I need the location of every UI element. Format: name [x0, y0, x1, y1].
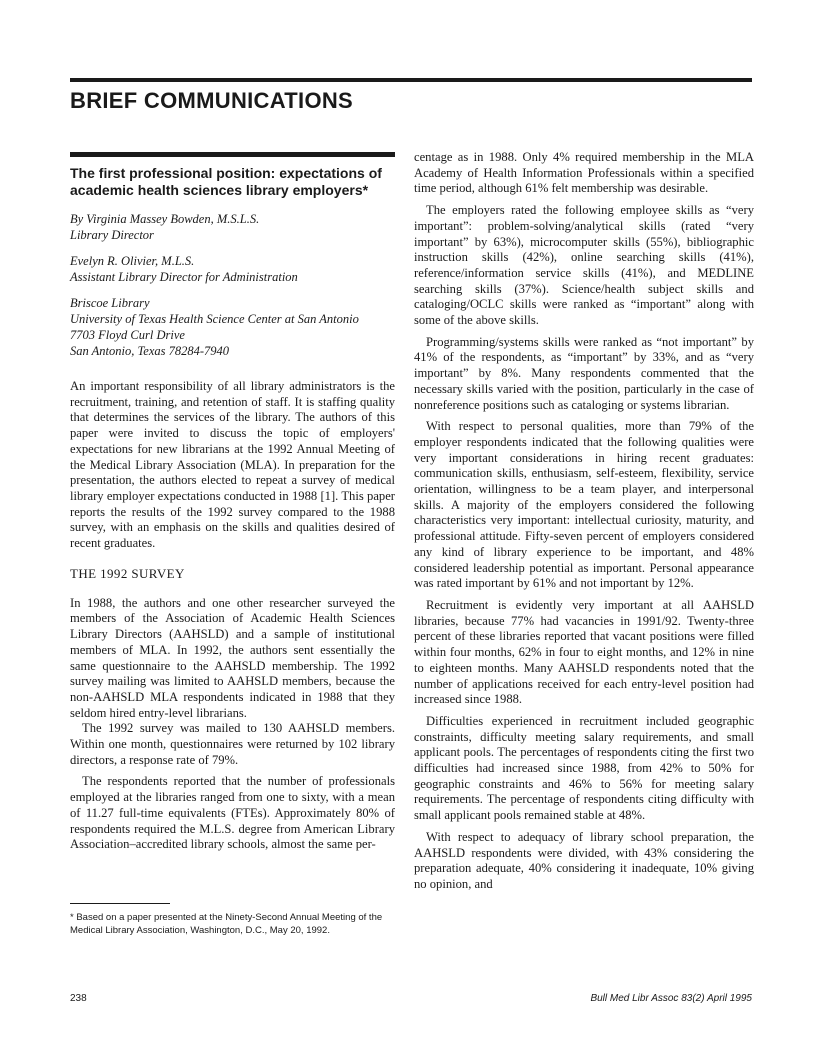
article-title: The first professional position: expectations of academic health sciences library employers* — [70, 165, 382, 198]
body-paragraph: The respondents reported that the number of professionals employed at the libraries ranged from one to sixty, with a mean of 11.27 full-time equivalents (FTEs). Approximately 80% of respondents required the M.L.S. degree from American Library Association–accredited library schools, almost the same per- — [70, 774, 395, 852]
page-number: 238 — [70, 993, 87, 1004]
body-paragraph: The 1992 survey was mailed to 130 AAHSLD members. Within one month, questionnaires were returned by 102 library directors, a response rate of 79%. — [70, 721, 395, 767]
top-rule — [70, 78, 752, 82]
author-1 — [70, 211, 395, 243]
author-name: Evelyn R. Olivier, M.L.S. — [70, 254, 195, 268]
body-paragraph: Difficulties experienced in recruitment included geographic constraints, difficulty meeting salary requirements, and small applicant pools. The percentages of respondents citing the first two difficulties had increased since 1988, from 42% to 50% for geographic constraints and 46% to 56% for meeting salary requirements. The percentage of respondents citing difficulty with small applicant pools remained stable at 48%. — [414, 713, 754, 823]
affiliation-line: University of Texas Health Science Center at San Antonio — [70, 312, 359, 326]
left-column — [70, 152, 395, 853]
body-paragraph: Recruitment is evidently very important at all AAHSLD libraries, because 77% had vacancies in 1991/92. Twenty-three percent of these libraries reported that vacant positions were filled within four months, 62% in four to eight months, and 12% in nine to eighteen months. Many AAHSLD respondents noted that the number of applications received for each entry-level position had increased since 1988. — [414, 597, 754, 707]
affiliation-line: Briscoe Library — [70, 296, 150, 310]
intro-paragraph: An important responsibility of all library administrators is the recruitment, training, and retention of staff. It is staffing quality that determines the services of the library. The authors of this paper were invited to discuss the topic of employers' expectations for new librarians at the 1992 Annual Meeting of the Medical Library Association (MLA). In preparation for the presentation, the authors elected to repeat a survey of medical library employer expectations conducted in 1988 [1]. This paper reports the results of the 1992 survey compared to the 1988 survey, with an emphasis on the skills and qualities desired of recent graduates. — [70, 379, 395, 551]
body-paragraph: With respect to personal qualities, more than 79% of the employer respondents indicated that the following qualities were very important considerations in hiring recent graduates: communication skills, enthusiasm, self-esteem, flexibility, service orientation, willingness to be a team player, and interpersonal skills. A majority of the employers considered the following characteristics very important: intellectual curiosity, maturity, and professional attitude. Fifty-seven percent of employers considered any kind of library experience to be important, and 48% considered leadership potential as important. Personal appearance was rated important by 61% and not important by 12%. — [414, 419, 754, 591]
body-paragraph: The employers rated the following employee skills as “very important”: problem-solving/analytical skills (rated “very important” by 63%), microcomputer skills (55%), bibliographic instruction skills (42%), online searching skills (41%), reference/information service skills (41%), and MEDLINE searching skills (37%). Science/health subject skills and cataloging/OCLC skills were ranked as “important” along with some of the above skills. — [414, 203, 754, 328]
affiliation — [70, 295, 395, 359]
footnote-rule — [70, 903, 170, 904]
body-paragraph: centage as in 1988. Only 4% required membership in the MLA Academy of Health Information Professionals within a specified time period, although 61% felt membership was desirable. — [414, 150, 754, 196]
body-paragraph: Programming/systems skills were ranked as “not important” by 41% of the respondents, as “important” by 33%, and as “very important” by 8%. Many respondents commented that the necessary skills varied with the position, particularly in the case of nonreference positions such as cataloging or systems librarian. — [414, 334, 754, 412]
footnote: * Based on a paper presented at the Ninety-Second Annual Meeting of the Medical Library Association, Washington, D.C., May 20, 1992. — [70, 912, 383, 936]
affiliation-line: San Antonio, Texas 78284-7940 — [70, 344, 230, 358]
affiliation-line: 7703 Floyd Curl Drive — [70, 328, 185, 342]
section-heading: BRIEF COMMUNICATIONS — [70, 88, 354, 113]
right-column — [414, 150, 754, 893]
journal-citation: Bull Med Libr Assoc 83(2) April 1995 — [590, 993, 752, 1004]
author-role: Assistant Library Director for Administration — [70, 270, 298, 284]
author-role: Library Director — [70, 228, 154, 242]
survey-subheading: THE 1992 SURVEY — [70, 565, 185, 581]
author-2 — [70, 253, 395, 285]
body-paragraph: In 1988, the authors and one other researcher surveyed the members of the Association of Academic Health Sciences Library Directors (AAHSLD) and a sample of institutional members of MLA. In 1992, the authors sent essentially the same questionnaire to the AAHSLD membership. The 1992 survey mailing was limited to AAHSLD members, because the non-AAHSLD MLA respondents indicated in 1988 that they seldom hired entry-level librarians. — [70, 595, 395, 720]
author-name: By Virginia Massey Bowden, M.S.L.S. — [70, 212, 260, 226]
title-rule — [70, 152, 395, 157]
body-paragraph: With respect to adequacy of library school preparation, the AAHSLD respondents were divided, with 43% considering the preparation adequate, 40% considering it inadequate, 10% giving no opinion, and — [414, 829, 754, 891]
